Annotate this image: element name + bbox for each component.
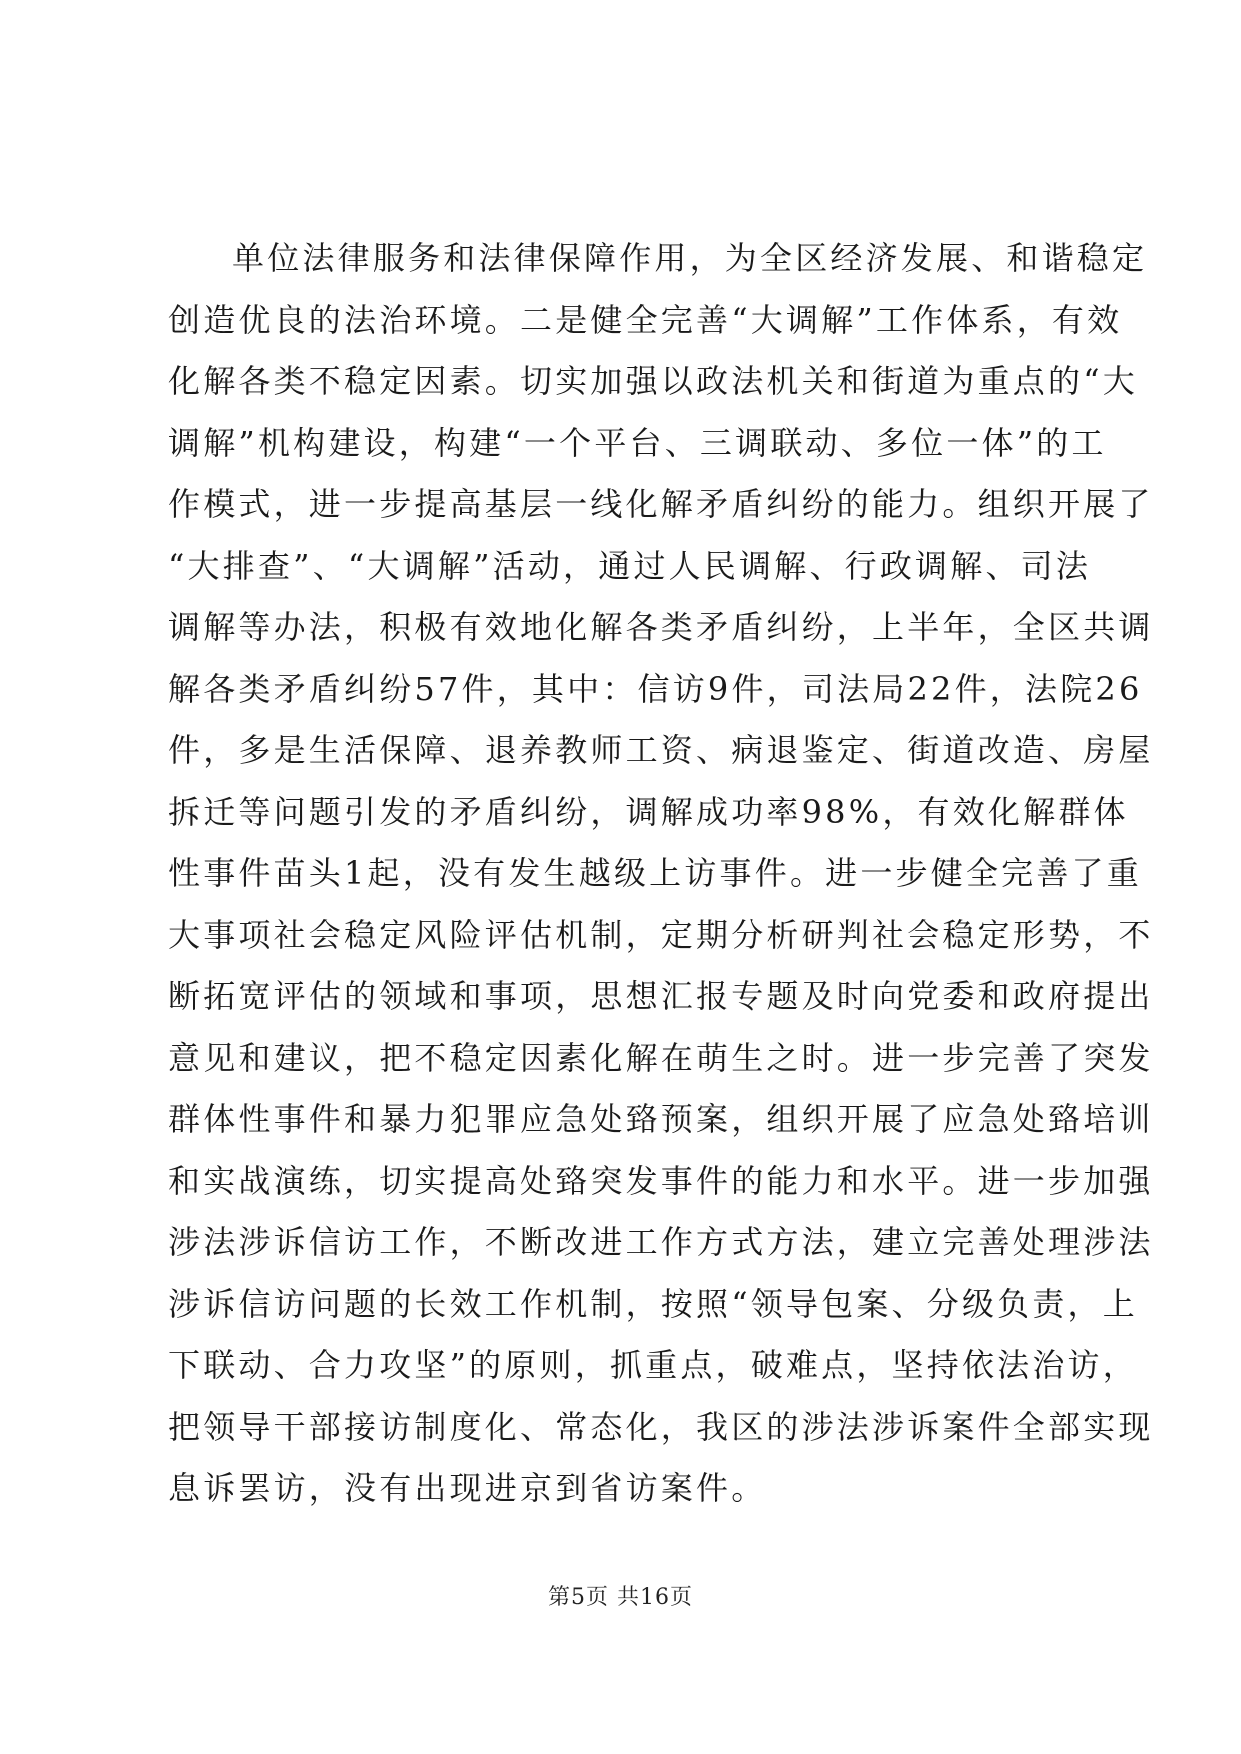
paragraph-line: 下联动、合力攻坚”的原则，抓重点，破难点，坚持依法治访， <box>168 1346 1138 1384</box>
paragraph-line: 和实战演练，切实提高处臵突发事件的能力和水平。进一步加强 <box>168 1161 1154 1200</box>
paragraph-line: 涉法涉诉信访工作，不断改进工作方式方法，建立完善处理涉法 <box>168 1223 1154 1261</box>
paragraph-line: 化解各类不稳定因素。切实加强以政法机关和街道为重点的“大 <box>168 362 1138 400</box>
paragraph-line: “大排查”、“大调解”活动，通过人民调解、行政调解、司法 <box>168 546 1092 585</box>
paragraph-line: 大事项社会稳定风险评估机制，定期分析研判社会稳定形势，不 <box>168 915 1154 954</box>
page-number-footer: 第5页 共16页 <box>548 1585 693 1610</box>
paragraph-line: 单位法律服务和法律保障作用，为全区经济发展、和谐稳定 <box>232 239 1148 277</box>
paragraph-line: 断拓宽评估的领域和事项，思想汇报专题及时向党委和政府提出 <box>168 977 1154 1015</box>
paragraph-line: 群体性事件和暴力犯罪应急处臵预案，组织开展了应急处臵培训 <box>168 1100 1154 1138</box>
paragraph-line: 作模式，进一步提高基层一线化解矛盾纠纷的能力。组织开展了 <box>168 485 1154 523</box>
paragraph-line: 调解”机构建设，构建“一个平台、三调联动、多位一体”的工 <box>168 423 1107 462</box>
paragraph-line: 调解等办法，积极有效地化解各类矛盾纠纷，上半年，全区共调 <box>168 608 1154 646</box>
paragraph-line: 涉诉信访问题的长效工作机制，按照“领导包案、分级负责，上 <box>168 1284 1138 1323</box>
paragraph-line: 把领导干部接访制度化、常态化，我区的涉法涉诉案件全部实现 <box>168 1407 1154 1446</box>
paragraph-line: 件，多是生活保障、退养教师工资、病退鉴定、街道改造、房屋 <box>168 731 1154 769</box>
body-paragraph <box>168 228 1154 1520</box>
paragraph-line: 息诉罢访，没有出现进京到省访案件。 <box>168 1469 767 1507</box>
paragraph-line: 性事件苗头1起，没有发生越级上访事件。进一步健全完善了重 <box>168 854 1142 892</box>
paragraph-line: 解各类矛盾纠纷57件，其中：信访9件，司法局22件，法院26 <box>168 669 1143 708</box>
paragraph-line: 意见和建议，把不稳定因素化解在萌生之时。进一步完善了突发 <box>168 1038 1154 1077</box>
paragraph-line: 创造优良的法治环境。二是健全完善“大调解”工作体系，有效 <box>168 300 1123 339</box>
paragraph-line: 拆迁等问题引发的矛盾纠纷，调解成功率98%，有效化解群体 <box>168 792 1129 831</box>
